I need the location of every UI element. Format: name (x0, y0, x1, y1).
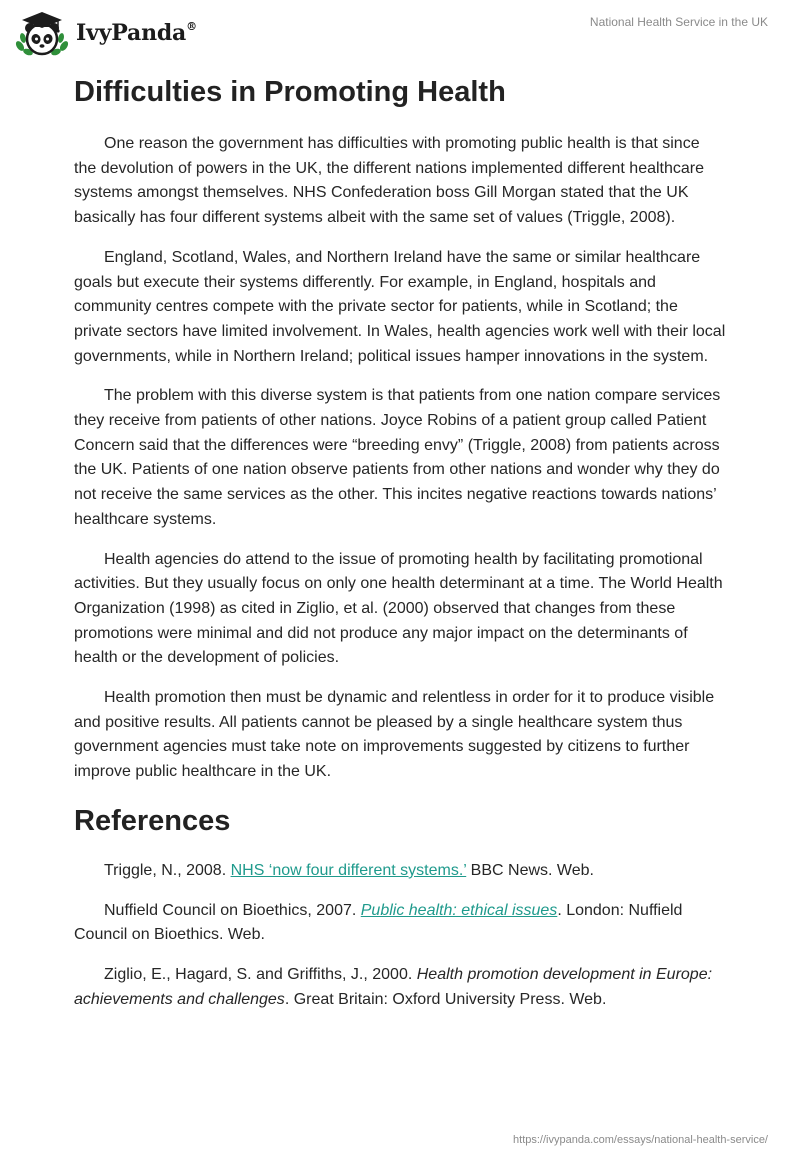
references-list (74, 859, 726, 1013)
reference-item-nuffield (74, 899, 726, 948)
reference-text: Triggle, N., 2008. (104, 861, 231, 879)
reference-link-nhs-systems[interactable]: NHS ‘now four different systems.’ (230, 861, 467, 879)
page-header (0, 0, 800, 70)
essay-content (74, 70, 726, 1027)
panda-graduate-icon (14, 8, 70, 58)
reference-text: . London: Nuffield Council on Bioethics. Web. (74, 901, 683, 944)
paragraph-5: Health promotion then must be dynamic and relentless in order for it to produce visible and positive results. All patients cannot be pleased by a single healthcare system thus government agencies must take note on improvements suggested by citizens to further improve public healthcare in the UK. (74, 689, 715, 781)
reference-text: BBC News. Web. (466, 861, 594, 879)
paragraph-1: One reason the government has difficulties with promoting public health is that since the devolution of powers in the UK, the different nations implemented different healthcare systems amongst themselves. NHS Confederation boss Gill Morgan stated that the UK basically has four different systems albeit with the same set of values (Triggle, 2008). (74, 135, 705, 227)
document-title: National Health Service in the UK (589, 15, 768, 29)
paragraph-4: Health agencies do attend to the issue of promoting health by facilitating promotional activities. But they usually focus on only one health determinant at a time. The World Health Organization (1998) as cited in Ziglio, et al. (2000) observed that changes from these promotions were minimal and did not produce any major impact on the determinants of health or the development of policies. (74, 550, 723, 667)
reference-text: Ziglio, E., Hagard, S. and Griffiths, J., 2000. (104, 965, 417, 983)
reference-text: Nuffield Council on Bioethics, 2007. (104, 901, 361, 919)
reference-link-public-health[interactable]: Public health: ethical issues (360, 901, 558, 919)
paragraph-3: The problem with this diverse system is that patients from one nation compare services they receive from patients of other nations. Joyce Robins of a patient group called Patient Concern said that the differences were “breeding envy” (Triggle, 2008) from patients across the UK. Patients of one nation observe patients from other nations and wonder why they do not receive the same services as the other. This incites negative reactions towards nations’ healthcare systems. (74, 387, 721, 528)
paragraph-2: England, Scotland, Wales, and Northern Ireland have the same or similar healthcare goals but execute their systems differently. For example, in England, hospitals and community centres compete with the private sector for patients, while in Scotland; the private sectors have limited involvement. In Wales, health agencies work well with their local governments, while in Northern Ireland; political issues hamper innovations in the system. (74, 248, 726, 365)
logo-wordmark: IvyPanda® (76, 19, 197, 46)
source-url: https://ivypanda.com/essays/national-health-service/ (513, 1134, 768, 1146)
ivypanda-logo[interactable] (14, 8, 197, 58)
reference-item-ziglio (74, 963, 726, 1012)
reference-book-title: Health promotion development in Europe: achievements and challenges (74, 965, 713, 1008)
reference-text: . Great Britain: Oxford University Press. Web. (284, 990, 607, 1008)
references-heading: References (74, 804, 231, 837)
reference-item-triggle (74, 859, 726, 884)
registered-mark: ® (186, 19, 197, 33)
section-heading-difficulties: Difficulties in Promoting Health (74, 76, 506, 108)
